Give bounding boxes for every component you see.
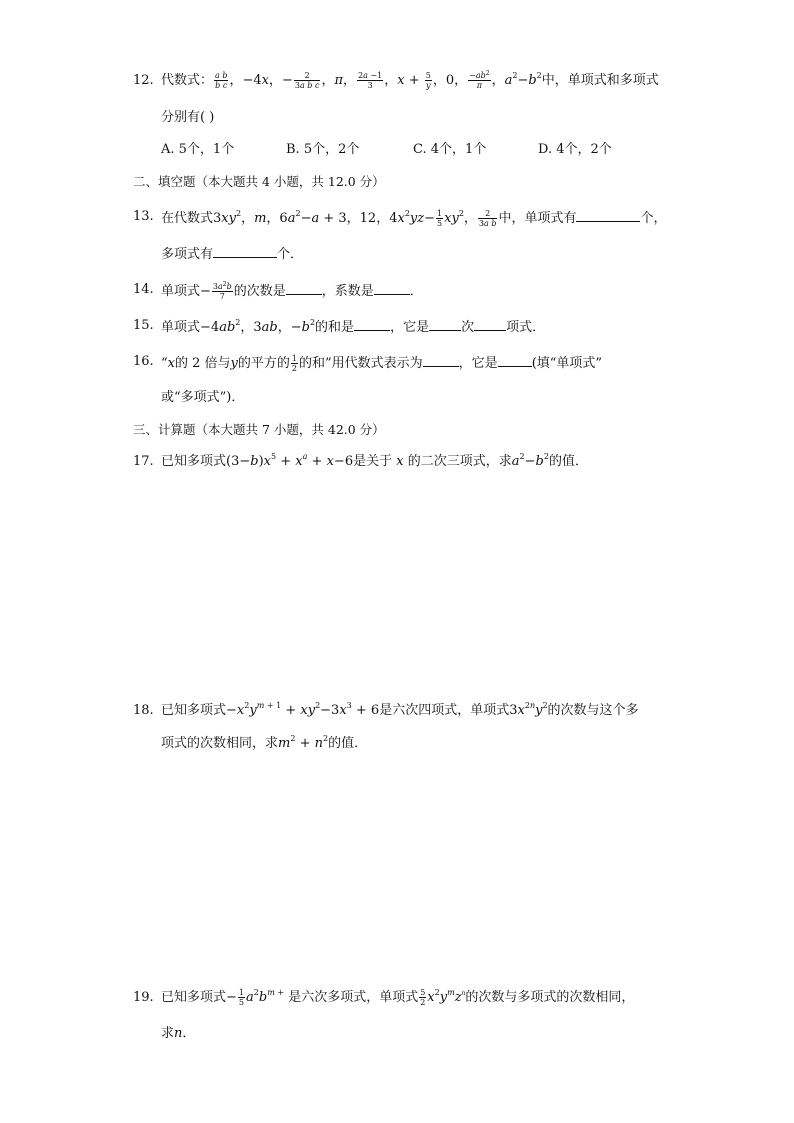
answer-blank[interactable] [213,243,277,258]
option-d[interactable]: D. 4个，2个 [538,142,612,157]
question-text: 在代数式$3xy^2$，m，$6a^2-a + 3$，12，$4x^2yz-$ $\frac{1}{5}$ $xy^2$， $\frac{2}{\text{3a b}}$ 中，单项式有 个， [161,209,667,228]
question-number: 17. [133,454,154,469]
question-text: 已知多项式$-x^2y^{m + 1} + xy^2-3x^3 + 6$是六次四项式，单项式$3x^{2n}y^2$的次数与这个多 [161,701,639,718]
question-number: 14. [133,282,154,297]
math-fraction: $\frac{3a^2b}{7}$ [212,281,232,301]
question-number: 18. [133,703,154,718]
math-fraction: $\frac{-ab^2}{\pi}$ [469,70,490,90]
question-number: 19. [133,990,154,1005]
option-b[interactable]: B. 5个，2个 [286,142,360,157]
answer-blank[interactable] [286,280,322,295]
question-text: 单项式− $\frac{3a^2b}{7}$ 的次数是 ，系数是 ． [161,281,423,301]
math-fraction: $\frac{1}{5}$ [238,988,245,1007]
question-text: 已知多项式− $\frac{1}{5}$ $a^2b^{m +}$ 是六次多项式，单项式 $\frac{5}{2}$ $x^2y^mz^n$的次数与多项式的次数相同， [161,988,635,1007]
question-number: 16. [133,354,154,369]
answer-blank[interactable] [429,316,461,331]
answer-blank[interactable] [498,352,532,367]
option-a[interactable]: A. 5个，1个 [161,142,235,157]
question-text: “x的 2 倍与y的平方的 $\frac{1}{2}$ 的和”用代数式表示为 ，它是 (填“单项式” [161,354,603,373]
math-fraction: $\frac{2}{\text{3a b}}$ [478,209,497,228]
question-number: 15. [133,318,154,333]
question-number: 12. [133,73,154,88]
answer-blank[interactable] [374,280,410,295]
math-fraction: $\frac{\text{a b}}{\text{b c}}$ [215,71,228,90]
question-text: 单项式$-4ab^2$，3ab，$-b^2$的和是 ，它是 次 项式． [161,318,546,335]
math-fraction: $\frac{1}{2}$ [291,354,298,373]
math-fraction: $\frac{1}{5}$ [437,209,443,228]
math-fraction: $\frac{2}{\text{3a b c}}$ [294,71,320,90]
answer-blank[interactable] [354,316,390,331]
math-fraction: $\frac{5}{2}$ [420,988,426,1007]
question-text: 代数式： $\frac{\text{a b}}{\text{b c}}$ ，−4x，− $\frac{2}{\text{3a b c}}$ ，π， $\frac{2a -1}{3}$ ，x + $\frac{5}{y}$ ，0， $\frac{-ab^2}{\pi}$ ，$a^2-b^2$中，单项式和多项式 [161,70,659,90]
question-text: 已知多项式$(3-b)x^5 + x^a + x-6$是关于 x 的二次三项式，求$a^2-b^2$的值． [161,452,588,469]
question-number: 13. [133,209,154,224]
answer-blank[interactable] [474,316,506,331]
answer-blank[interactable] [576,207,640,222]
answer-blank[interactable] [423,352,459,367]
math-fraction: $\frac{5}{y}$ [425,71,431,90]
math-fraction: $\frac{2a -1}{3}$ [358,71,383,90]
option-c[interactable]: C. 4个，1个 [413,142,487,157]
